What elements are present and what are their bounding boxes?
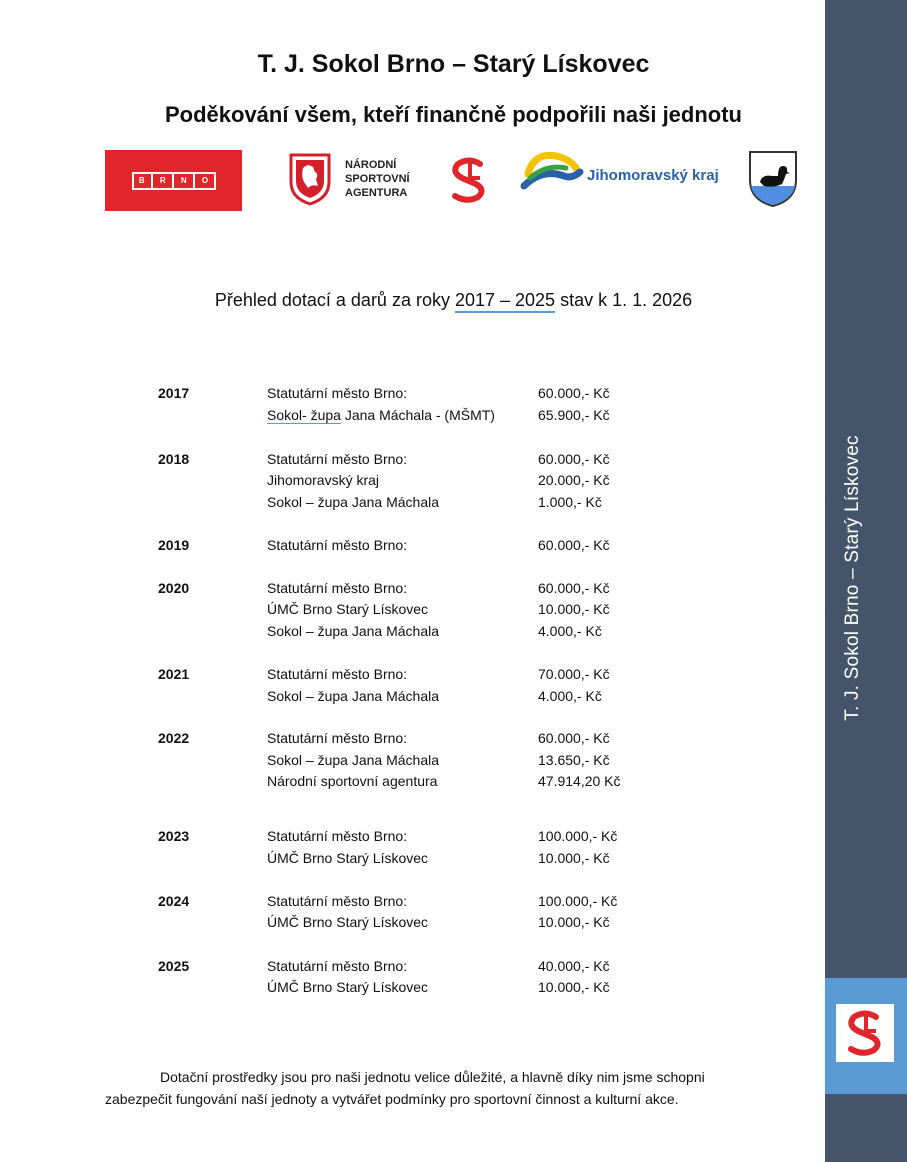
nsa-logo-text xyxy=(345,158,410,200)
donation-amount: 4.000,- Kč xyxy=(538,688,602,704)
year-label: 2017 xyxy=(158,385,190,401)
donor-name: Statutární město Brno: xyxy=(267,580,408,596)
donation-amount: 10.000,- Kč xyxy=(538,601,610,617)
year-label: 2018 xyxy=(158,451,190,467)
jmk-logo-text: Jihomoravský kraj xyxy=(587,167,719,184)
year-label: 2020 xyxy=(158,580,190,596)
donor-name: Statutární město Brno: xyxy=(267,730,408,746)
donor-name: Statutární město Brno: xyxy=(267,385,408,401)
year-label: 2024 xyxy=(158,893,190,909)
donor-name: ÚMČ Brno Starý Lískovec xyxy=(267,914,429,930)
donation-amount: 4.000,- Kč xyxy=(538,623,602,639)
page-subtitle: Poděkování všem, kteří finančně podpořili naši jednotu xyxy=(164,102,742,127)
donation-amount: 60.000,- Kč xyxy=(538,580,610,596)
donation-amount: 60.000,- Kč xyxy=(538,537,610,553)
donor-name: Statutární město Brno: xyxy=(267,893,408,909)
donor-name: Národní sportovní agentura xyxy=(267,773,438,789)
donor-name: Statutární město Brno: xyxy=(267,828,408,844)
sidebar-title: T. J. Sokol Brno – Starý Lískovec xyxy=(842,435,863,721)
donor-name: Statutární město Brno: xyxy=(267,451,408,467)
donor-name: Statutární město Brno: xyxy=(267,958,408,974)
nsa-line: NÁRODNÍ xyxy=(345,159,397,171)
donation-amount: 40.000,- Kč xyxy=(538,958,610,974)
donation-amount: 65.900,- Kč xyxy=(538,407,610,423)
donation-amount: 10.000,- Kč xyxy=(538,850,610,866)
donor-name: Sokol – župa Jana Máchala xyxy=(267,752,439,768)
donor-name: Sokol – župa Jana Máchala xyxy=(267,623,439,639)
donor-name: Statutární město Brno: xyxy=(267,666,408,682)
donor-name-underlined: Sokol- župa xyxy=(267,407,341,423)
overview-range: 2017 – 2025 xyxy=(455,290,555,313)
brno-letter: R xyxy=(159,176,166,185)
donor-name: Jihomoravský kraj xyxy=(267,472,380,488)
donation-amount: 13.650,- Kč xyxy=(538,752,610,768)
coat-of-arms-duck-icon xyxy=(748,150,798,208)
year-label: 2022 xyxy=(158,730,190,746)
sokol-logo-icon xyxy=(440,152,498,208)
footer-paragraph: Dotační prostředky jsou pro naši jednotu velice důležité, a hlavně díky nim jsme schopni zabezpečit fungování naší jednoty a vytvářet podmínky pro sportovní činnost a kulturní akce. xyxy=(105,1069,705,1107)
overview-prefix: Přehled dotací a darů za roky xyxy=(214,290,455,310)
donor-name: ÚMČ Brno Starý Lískovec xyxy=(267,850,429,866)
donor-name: ÚMČ Brno Starý Lískovec xyxy=(267,601,429,617)
year-label: 2025 xyxy=(158,958,190,974)
donation-amount: 47.914,20 Kč xyxy=(538,773,621,789)
donation-amount: 70.000,- Kč xyxy=(538,666,610,682)
donor-name: Statutární město Brno: xyxy=(267,537,408,553)
year-label: 2019 xyxy=(158,537,190,553)
donation-amount: 100.000,- Kč xyxy=(538,828,618,844)
donation-amount: 20.000,- Kč xyxy=(538,472,610,488)
brno-letter: B xyxy=(138,176,145,185)
nsa-line: SPORTOVNÍ xyxy=(345,173,410,185)
donation-amount: 10.000,- Kč xyxy=(538,914,610,930)
donor-name: Sokol – župa Jana Máchala xyxy=(267,688,439,704)
brno-logo xyxy=(105,150,242,211)
nsa-line: AGENTURA xyxy=(345,187,408,199)
sidebar-sokol-logo-icon xyxy=(836,1004,894,1062)
donor-name xyxy=(267,407,495,423)
year-label: 2021 xyxy=(158,666,190,682)
year-label: 2023 xyxy=(158,828,190,844)
donation-amount: 100.000,- Kč xyxy=(538,893,618,909)
brno-letter: N xyxy=(180,176,187,185)
jmk-logo-icon xyxy=(520,148,584,196)
overview-heading xyxy=(0,290,907,311)
donor-name-rest: Jana Máchala - (MŠMT) xyxy=(340,407,495,423)
donation-amount: 10.000,- Kč xyxy=(538,979,610,995)
overview-suffix: stav k 1. 1. 2026 xyxy=(555,290,693,310)
donation-amount: 60.000,- Kč xyxy=(538,451,610,467)
page-title: T. J. Sokol Brno – Starý Lískovec xyxy=(257,50,650,78)
nsa-lion-shield-icon xyxy=(288,152,332,206)
donation-amount: 1.000,- Kč xyxy=(538,494,602,510)
donor-name: ÚMČ Brno Starý Lískovec xyxy=(267,979,429,995)
donor-name: Sokol – župa Jana Máchala xyxy=(267,494,439,510)
brno-letter: O xyxy=(201,176,209,185)
donation-amount: 60.000,- Kč xyxy=(538,385,610,401)
donation-amount: 60.000,- Kč xyxy=(538,730,610,746)
